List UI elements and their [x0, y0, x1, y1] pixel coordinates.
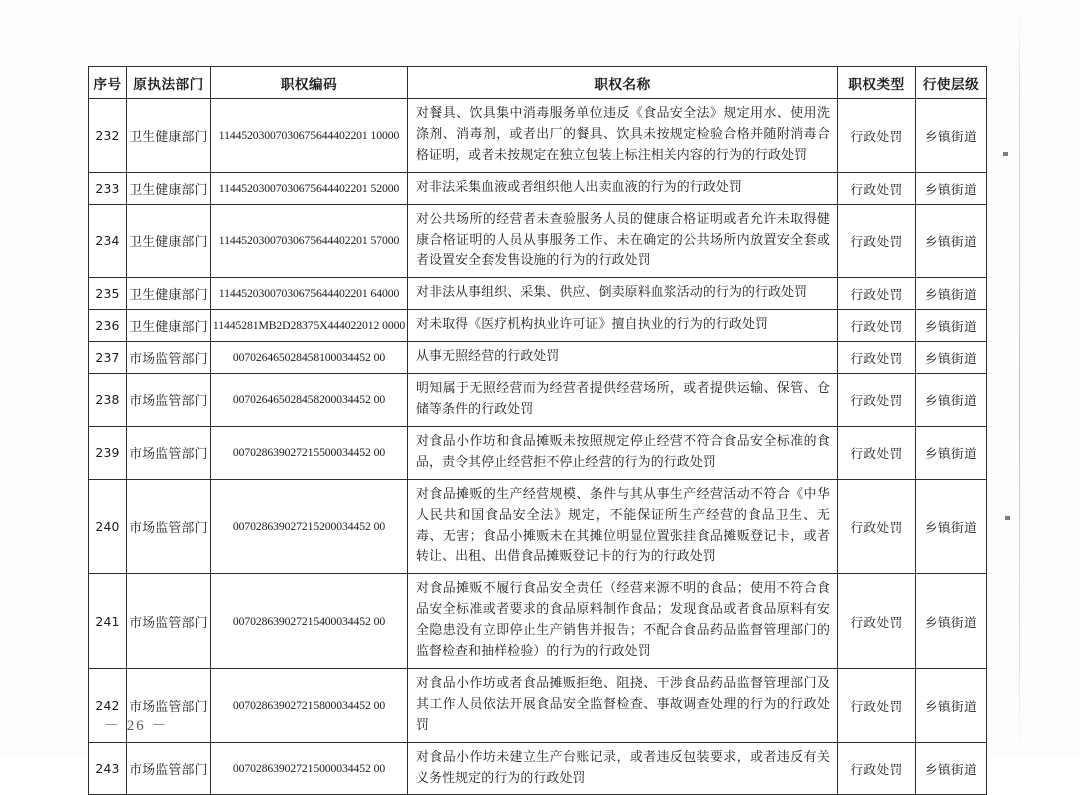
cell-name: 对食品小作坊未建立生产台账记录，或者违反包装要求，或者违反有关义务性规定的行为的行政处罚: [408, 742, 838, 795]
cell-department: 卫生健康部门: [127, 204, 211, 278]
scan-artifact-speck: [1003, 152, 1008, 156]
cell-department: 卫生健康部门: [127, 278, 211, 310]
cell-department: 市场监管部门: [127, 668, 211, 742]
cell-name: 对非法从事组织、采集、供应、倒卖原料血浆活动的行为的行政处罚: [408, 278, 838, 310]
table-row: [89, 574, 987, 669]
column-header-name: 职权名称: [408, 67, 838, 99]
cell-name: 对非法采集血液或者组织他人出卖血液的行为的行政处罚: [408, 172, 838, 204]
scan-edge-line: [1019, 0, 1020, 757]
table-row: [89, 668, 987, 742]
cell-sequence: 242: [89, 668, 127, 742]
authority-list-table: [88, 66, 987, 795]
cell-department: 市场监管部门: [127, 426, 211, 479]
column-header-sequence: 序号: [89, 67, 127, 99]
cell-level: 乡镇街道: [916, 342, 987, 374]
cell-department: 卫生健康部门: [127, 310, 211, 342]
cell-sequence: 236: [89, 310, 127, 342]
cell-sequence: 241: [89, 574, 127, 669]
cell-code: 007026465028458200034452 00: [211, 374, 408, 427]
column-header-department: 原执法部门: [127, 67, 211, 99]
cell-level: 乡镇街道: [916, 374, 987, 427]
cell-code: 11445281MB2D28375X444022012 0000: [211, 310, 408, 342]
cell-sequence: 234: [89, 204, 127, 278]
cell-level: 乡镇街道: [916, 99, 987, 173]
cell-type: 行政处罚: [838, 172, 916, 204]
cell-department: 市场监管部门: [127, 342, 211, 374]
cell-name: 对食品小作坊或者食品摊贩拒绝、阻挠、干涉食品药品监督管理部门及其工作人员依法开展食品安全监督检查、事故调查处理的行为的行政处罚: [408, 668, 838, 742]
cell-sequence: 238: [89, 374, 127, 427]
table-row: [89, 278, 987, 310]
table-row: [89, 479, 987, 574]
cell-level: 乡镇街道: [916, 204, 987, 278]
cell-name: 对餐具、饮具集中消毒服务单位违反《食品安全法》规定用水、使用洗涤剂、消毒剂，或者出厂的餐具、饮具未按规定检验合格并随附消毒合格证明，或者未按规定在独立包装上标注相关内容的行为的行政处罚: [408, 99, 838, 173]
cell-code: 11445203007030675644402201 52000: [211, 172, 408, 204]
cell-department: 市场监管部门: [127, 374, 211, 427]
cell-sequence: 240: [89, 479, 127, 574]
table-row: [89, 172, 987, 204]
column-header-code: 职权编码: [211, 67, 408, 99]
table-row: [89, 342, 987, 374]
scan-artifact-speck: [1005, 516, 1010, 520]
cell-sequence: 243: [89, 742, 127, 795]
cell-department: 市场监管部门: [127, 479, 211, 574]
cell-code: 007028639027215500034452 00: [211, 426, 408, 479]
table-row: [89, 374, 987, 427]
cell-type: 行政处罚: [838, 204, 916, 278]
cell-name: 对食品摊贩不履行食品安全责任（经营来源不明的食品；使用不符合食品安全标准或者要求的食品原料制作食品；发现食品或者食品原料有安全隐患没有立即停止生产销售并报告；不配合食品药品监督管理部门的监督检查和抽样检验）的行为的行政处罚: [408, 574, 838, 669]
cell-code: 11445203007030675644402201 57000: [211, 204, 408, 278]
cell-code: 007028639027215800034452 00: [211, 668, 408, 742]
cell-type: 行政处罚: [838, 479, 916, 574]
cell-type: 行政处罚: [838, 99, 916, 173]
table-body: [89, 99, 987, 795]
table-row: [89, 742, 987, 795]
cell-sequence: 239: [89, 426, 127, 479]
cell-level: 乡镇街道: [916, 742, 987, 795]
cell-name: 从事无照经营的行政处罚: [408, 342, 838, 374]
cell-type: 行政处罚: [838, 310, 916, 342]
cell-level: 乡镇街道: [916, 278, 987, 310]
table-row: [89, 99, 987, 173]
cell-code: 007026465028458100034452 00: [211, 342, 408, 374]
cell-type: 行政处罚: [838, 668, 916, 742]
table-row: [89, 310, 987, 342]
cell-department: 市场监管部门: [127, 742, 211, 795]
cell-type: 行政处罚: [838, 278, 916, 310]
table-row: [89, 426, 987, 479]
cell-level: 乡镇街道: [916, 479, 987, 574]
cell-code: 11445203007030675644402201 64000: [211, 278, 408, 310]
cell-name: 对公共场所的经营者未查验服务人员的健康合格证明或者允许未取得健康合格证明的人员从事服务工作、未在确定的公共场所内放置安全套或者设置安全套发售设施的行为的行政处罚: [408, 204, 838, 278]
cell-type: 行政处罚: [838, 742, 916, 795]
cell-code: 007028639027215000034452 00: [211, 742, 408, 795]
cell-name: 对食品小作坊和食品摊贩未按照规定停止经营不符合食品安全标准的食品，责令其停止经营拒不停止经营的行为的行政处罚: [408, 426, 838, 479]
cell-name: 对未取得《医疗机构执业许可证》擅自执业的行为的行政处罚: [408, 310, 838, 342]
table-row: [89, 204, 987, 278]
column-header-type: 职权类型: [838, 67, 916, 99]
cell-level: 乡镇街道: [916, 574, 987, 669]
cell-name: 明知属于无照经营而为经营者提供经营场所，或者提供运输、保管、仓储等条件的行政处罚: [408, 374, 838, 427]
cell-department: 卫生健康部门: [127, 99, 211, 173]
cell-sequence: 233: [89, 172, 127, 204]
column-header-level: 行使层级: [916, 67, 987, 99]
table-header-row: [89, 67, 987, 99]
cell-name: 对食品摊贩的生产经营规模、条件与其从事生产经营活动不符合《中华人民共和国食品安全法》规定，不能保证所生产经营的食品卫生、无毒、无害；食品小摊贩未在其摊位明显位置张挂食品摊贩登记卡，或者转让、出租、出借食品摊贩登记卡的行为的行政处罚: [408, 479, 838, 574]
cell-code: 11445203007030675644402201 10000: [211, 99, 408, 173]
cell-type: 行政处罚: [838, 426, 916, 479]
cell-level: 乡镇街道: [916, 668, 987, 742]
cell-level: 乡镇街道: [916, 310, 987, 342]
cell-department: 市场监管部门: [127, 574, 211, 669]
cell-code: 007028639027215400034452 00: [211, 574, 408, 669]
cell-type: 行政处罚: [838, 374, 916, 427]
cell-type: 行政处罚: [838, 342, 916, 374]
cell-code: 007028639027215200034452 00: [211, 479, 408, 574]
cell-sequence: 235: [89, 278, 127, 310]
cell-sequence: 237: [89, 342, 127, 374]
cell-sequence: 232: [89, 99, 127, 173]
cell-level: 乡镇街道: [916, 172, 987, 204]
cell-department: 卫生健康部门: [127, 172, 211, 204]
cell-level: 乡镇街道: [916, 426, 987, 479]
cell-type: 行政处罚: [838, 574, 916, 669]
page-number: － 26 －: [104, 718, 169, 734]
